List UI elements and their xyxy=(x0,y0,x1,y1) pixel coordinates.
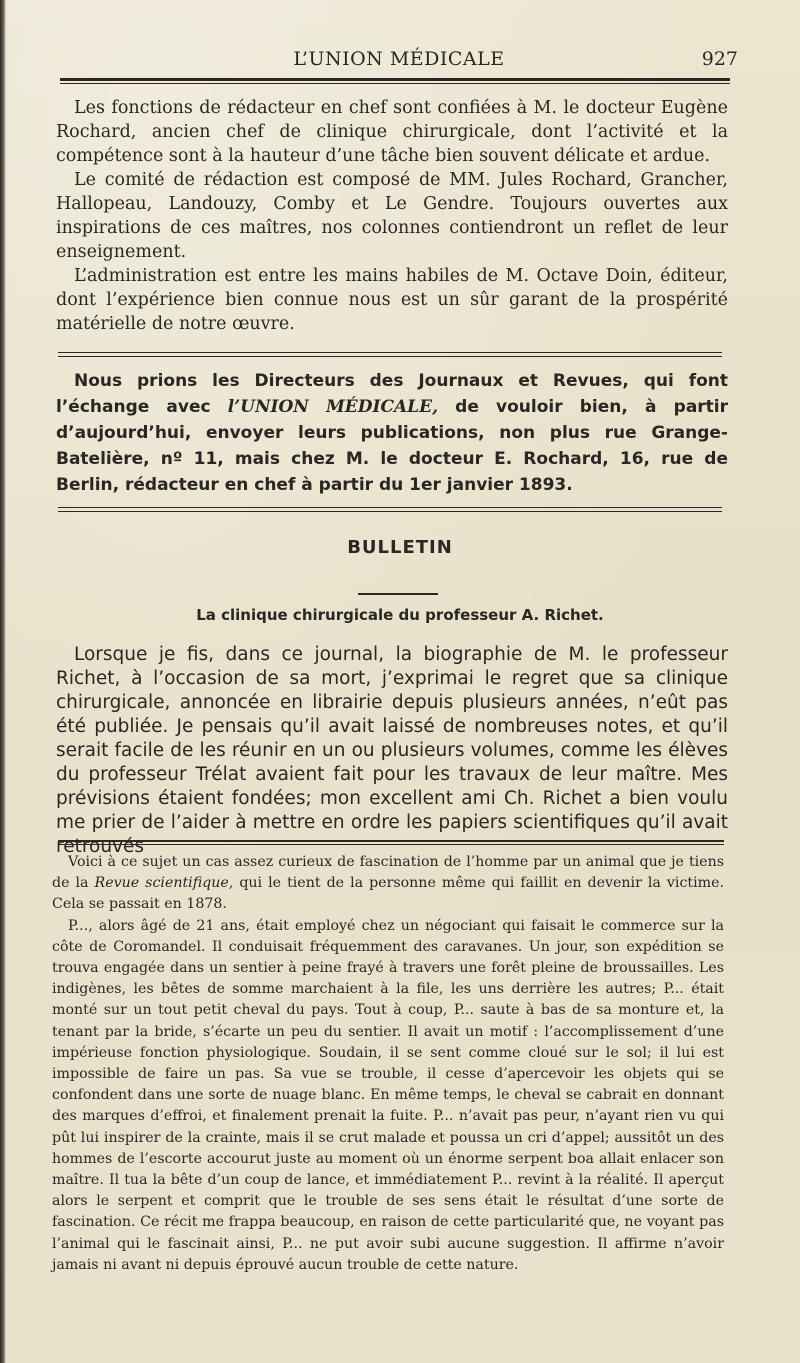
article-body xyxy=(56,643,728,859)
section-title: BULLETIN xyxy=(347,537,453,558)
article-title: La clinique chirurgicale du professeur A. Richet. xyxy=(196,606,604,624)
intro-paragraph: Le comité de rédaction est composé de MM. Jules Rochard, Grancher, Hallopeau, Landouzy, Comby et Le Gendre. Toujours ouvertes aux inspirations de ces maîtres, nos colonnes contiendront un reflet de leur enseignement. xyxy=(56,170,728,262)
title-rule xyxy=(358,593,438,595)
section-divider xyxy=(58,507,722,512)
notice-text: de vouloir bien, à partir d’aujourd’hui, envoyer leurs publications, non plus rue Grange-Batelière, nº 11, mais chez M. le docteur E. Rochard, 16, rue de Berlin, rédacteur en chef à partir du 1er janvier 1893. xyxy=(56,397,729,495)
running-title: L’UNION MÉDICALE xyxy=(293,48,505,70)
footnote-rule xyxy=(58,840,724,845)
page-header xyxy=(60,44,738,76)
footnote-journal-name: Revue scientifique, xyxy=(94,875,234,892)
exchange-notice xyxy=(56,368,728,498)
header-rule xyxy=(60,78,730,84)
footnote-paragraph: P..., alors âgé de 21 ans, était employé chez un négociant qui faisait le commerce sur la côte de Coromandel. Il conduisait fréquemment des caravanes. Un jour, son expédition se trouva engagée dans un sentier à peine frayé à travers une forêt pleine de broussailles. Les indigènes, les bêtes de somme marchaient à la file, les uns derrière les autres; P... était monté sur un tout petit cheval du pays. Tout à coup, P... saute à bas de sa monture et, la tenant par la bride, s’écarte un peu du sentier. Il avait un motif : l’accomplissement d’une impérieuse fonction physiologique. Soudain, il se sent comme cloué sur le sol; il lui est impossible de faire un pas. Sa vue se trouble, il cesse d’apercevoir les objets qui se confondent dans une sorte de nuage blanc. En même temps, le cheval se cabrait en donnant des marques d’effroi, et finalement prenait la fuite. P... n’avait pas peur, n’ayant rien vu qui pût lui inspirer de la crainte, mais il se crut malade et poussa un cri d’appel; aussitôt un des hommes de l’escorte accourut juste au moment où un énorme serpent boa allait enlacer son maître. Il tua la bête d’un coup de lance, et immédiatement P... revint à la réalité. Il aperçut alors le serpent et comprit que le trouble de ses sens était le résultat d’une sorte de fascination. Ce récit me frappa beaucoup, en raison de cette particularité que, ne voyant pas l’animal qui le fascinait ainsi, P... ne put avoir subi aucune suggestion. Il affirme n’avoir jamais ni avant ni depuis éprouvé aucun trouble de cette nature. xyxy=(52,917,724,1273)
footnote-paragraph xyxy=(52,852,724,916)
book-spine-edge xyxy=(0,0,6,1363)
notice-journal-name: l’UNION MÉDICALE, xyxy=(227,397,438,417)
section-divider xyxy=(58,352,722,357)
footnote-text: qui le tient de la personne même qui faillit en devenir la victime. Cela se passait en 1878. xyxy=(52,875,724,913)
article-paragraph: Lorsque je fis, dans ce journal, la biographie de M. le professeur Richet, à l’occasion de sa mort, j’exprimai le regret que sa clinique chirurgicale, annoncée en librairie depuis plusieurs années, n’eût pas été publiée. Je pensais qu’il avait laissé de nombreuses notes, et qu’il serait facile de les réunir en un ou plusieurs volumes, comme les élèves du professeur Trélat avaient fait pour les travaux de leur maître. Mes prévisions étaient fondées; mon excellent ami Ch. Richet a bien voulu me prier de l’aider à mettre en ordre les papiers scientifiques qu’il avait retrouvés xyxy=(56,644,728,857)
page-number: 927 xyxy=(701,48,738,70)
notice-text: Nous prions les Directeurs des Journaux et Revues, qui font l’échange avec xyxy=(56,371,728,417)
intro-paragraph: L’administration est entre les mains habiles de M. Octave Doin, éditeur, dont l’expérience bien connue nous est un sûr garant de la prospérité matérielle de notre œuvre. xyxy=(56,266,728,334)
footnote-text: Voici à ce sujet un cas assez curieux de fascination de l’homme par un animal que je tiens de la xyxy=(52,854,724,892)
intro-section xyxy=(56,96,728,336)
intro-paragraph: Les fonctions de rédacteur en chef sont confiées à M. le docteur Eugène Rochard, ancien chef de clinique chirurgicale, dont l’activité et la compétence sont à la hauteur d’une tâche bien souvent délicate et ardue. xyxy=(56,98,728,166)
footnote xyxy=(52,852,724,1276)
